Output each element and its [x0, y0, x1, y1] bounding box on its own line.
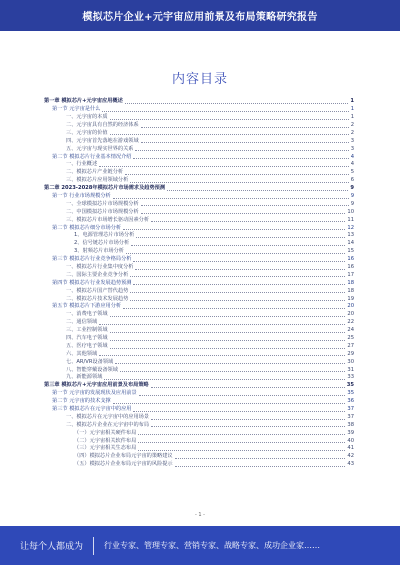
toc-leader-dots [102, 111, 348, 112]
toc-entry[interactable] [44, 318, 354, 326]
toc-entry-page: 4 [350, 153, 354, 160]
toc-entry-page: 18 [347, 279, 354, 286]
toc-entry-page: 38 [347, 421, 354, 428]
toc-leader-dots [125, 174, 349, 175]
toc-entry-label: 第一节 行业市场规模分析 [52, 192, 111, 199]
toc-entry-label: （四）模拟芯片企业布局元宇宙的策略建议 [74, 453, 173, 460]
toc-entry[interactable] [44, 294, 354, 302]
toc-leader-dots [123, 308, 345, 309]
toc-entry-label: 第三节 模拟芯片行业竞争格局分析 [52, 256, 132, 263]
toc-entry-page: 9 [350, 192, 354, 199]
toc-leader-dots [123, 229, 345, 230]
toc-entry-page: 42 [347, 453, 354, 460]
toc-entry-label: 3、射频芯片市场分析 [74, 248, 124, 255]
toc-leader-dots [120, 371, 346, 372]
toc-entry-page: 24 [347, 327, 354, 334]
toc-entry-page: 35 [346, 382, 354, 389]
toc-leader-dots [110, 332, 346, 333]
toc-leader-dots [110, 134, 349, 135]
toc-leader-dots [141, 205, 349, 206]
toc-entry[interactable] [44, 302, 354, 310]
toc-leader-dots [141, 127, 349, 128]
toc-leader-dots [151, 426, 345, 427]
toc-entry-label: 二、国际主要企业竞争分析 [66, 271, 129, 278]
toc-entry[interactable] [44, 144, 354, 152]
toc-entry[interactable] [44, 152, 354, 160]
toc-entry-page: 12 [347, 224, 354, 231]
toc-leader-dots [175, 458, 346, 459]
toc-entry-page: 25 [347, 335, 354, 342]
toc-entry[interactable] [44, 436, 354, 444]
toc-entry-label: 二、元宇宙具有自然的经济体系 [66, 121, 139, 128]
toc-entry-page: 18 [347, 287, 354, 294]
toc-entry-page: 40 [347, 437, 354, 444]
toc-entry-label: 第四节 模拟芯片行业发展趋势预测 [52, 279, 132, 286]
toc-leader-dots [136, 237, 345, 238]
toc-entry[interactable] [44, 215, 354, 223]
toc-entry-page: 15 [347, 248, 354, 255]
report-header [0, 0, 400, 31]
toc-entry-page: 10 [347, 208, 354, 215]
toc-leader-dots [131, 245, 345, 246]
toc-entry[interactable] [44, 421, 354, 429]
toc-entry-page: 9 [350, 200, 354, 207]
toc-entry-page: 20 [347, 311, 354, 318]
toc-entry[interactable] [44, 334, 354, 342]
toc-entry-label: 一、元宇宙的本质 [66, 114, 108, 121]
toc-entry[interactable] [44, 428, 354, 436]
toc-leader-dots [99, 324, 345, 325]
toc-title: 内容目录 [171, 72, 228, 87]
toc-leader-dots [110, 340, 346, 341]
toc-entry-page: 1 [350, 114, 354, 121]
footer-tags: 行业专家、管理专家、营销专家、战略专家、成功企业家…… [104, 541, 321, 550]
toc-entry[interactable] [44, 413, 354, 421]
toc-entry-label: 第一节 元宇宙的发展现状及应用前景 [52, 390, 137, 397]
toc-entry-label: 一、模拟芯片国产替代趋势 [66, 287, 129, 294]
toc-entry[interactable] [44, 397, 354, 405]
toc-leader-dots [138, 450, 345, 451]
toc-leader-dots [141, 142, 349, 143]
toc-entry[interactable] [44, 444, 354, 452]
toc-entry-page: 41 [347, 445, 354, 452]
toc-entry-page: 14 [347, 240, 354, 247]
toc-entry[interactable] [44, 460, 354, 468]
toc-entry[interactable] [44, 136, 354, 144]
toc-entry-page: 4 [350, 161, 354, 168]
toc-entry-label: 四、元宇宙首先落地在游戏领域 [66, 137, 139, 144]
toc-entry-page: 29 [347, 350, 354, 357]
toc-entry-page: 11 [347, 216, 354, 223]
toc-entry[interactable] [44, 310, 354, 318]
toc-entry-page: 3 [350, 137, 354, 144]
toc-entry[interactable] [44, 239, 354, 247]
toc-entry[interactable] [44, 271, 354, 279]
toc-leader-dots [138, 434, 345, 435]
toc-leader-dots [167, 190, 348, 191]
toc-entry-label: 第三节 模拟芯片在元宇宙中的应用 [52, 406, 132, 413]
toc-entry-label: 五、医疗电子领域 [66, 342, 108, 349]
toc-leader-dots [126, 253, 345, 254]
toc-entry[interactable] [44, 207, 354, 215]
toc-entry[interactable] [44, 105, 354, 113]
toc-entry[interactable] [44, 231, 354, 239]
toc-entry[interactable] [44, 247, 354, 255]
toc-entry-label: （五）模拟芯片企业布局元宇宙的风险提示 [74, 461, 173, 468]
toc-entry-page: 1 [350, 106, 354, 113]
toc-entry-label: 一、消费电子领域 [66, 311, 108, 318]
toc-leader-dots [115, 363, 345, 364]
toc-entry-label: 第一章 模拟芯片+元宇宙应用概述 [44, 98, 123, 105]
toc-entry[interactable] [44, 160, 354, 168]
toc-entry-label: 第二节 元宇宙的技术支撑 [52, 398, 111, 405]
toc-entry-label: 九、新能源领域 [66, 374, 103, 381]
toc-leader-dots [125, 103, 349, 104]
toc-entry-page: 9 [350, 185, 354, 192]
toc-entry[interactable] [44, 286, 354, 294]
toc-entry[interactable] [44, 357, 354, 365]
toc-entry-page: 13 [347, 232, 354, 239]
toc-entry[interactable] [44, 381, 354, 389]
toc-leader-dots [133, 284, 345, 285]
toc-leader-dots [141, 213, 346, 214]
toc-entry-label: 一、模拟芯片在元宇宙中的应用场景 [66, 413, 150, 420]
footer-banner [0, 526, 400, 565]
toc-entry-label: （二）元宇宙相关软件布局 [74, 437, 137, 444]
toc-entry-label: 三、工业控制领域 [66, 327, 108, 334]
toc-entry[interactable] [44, 278, 354, 286]
toc-entry-label: 第二节 模拟芯片细分市场分析 [52, 224, 122, 231]
toc-entry[interactable] [44, 263, 354, 271]
toc-entry-page: 22 [347, 319, 354, 326]
toc-entry-page: 36 [347, 398, 354, 405]
toc-entry[interactable] [44, 97, 354, 105]
toc-entry-page: 27 [347, 342, 354, 349]
toc-leader-dots [175, 466, 346, 467]
toc-entry[interactable] [44, 342, 354, 350]
toc-entry-label: 一、全球模拟芯片市场规模分析 [66, 200, 139, 207]
toc-leader-dots [133, 411, 345, 412]
toc-entry-page: 35 [347, 390, 354, 397]
toc-entry-label: 三、元宇宙的价值 [66, 129, 108, 136]
toc-entry[interactable] [44, 452, 354, 460]
toc-entry-page: 31 [347, 366, 354, 373]
toc-entry-label: 三、模拟芯片市场增长驱动因素分析 [66, 216, 150, 223]
toc-entry-label: 二、中国模拟芯片市场规模分析 [66, 208, 139, 215]
toc-entry-label: 二、模拟芯片技术发展趋势 [66, 295, 129, 302]
toc-entry-label: 四、汽车电子领域 [66, 335, 108, 342]
toc-entry-label: 一、行业概述 [66, 161, 98, 168]
toc-entry[interactable] [44, 389, 354, 397]
toc-entry-page: 37 [347, 413, 354, 420]
toc-entry[interactable] [44, 373, 354, 381]
toc-entry-label: 二、模拟芯片企业在元宇宙中的布局 [66, 421, 150, 428]
toc-entry-label: 七、AR/VR设备领域 [66, 358, 114, 365]
toc-entry[interactable] [44, 176, 354, 184]
toc-entry[interactable] [44, 113, 354, 121]
toc-leader-dots [99, 355, 345, 356]
toc-entry[interactable] [44, 129, 354, 137]
toc-entry-page: 17 [347, 271, 354, 278]
toc-entry-label: 第三章 模拟芯片+元宇宙应用前景及布局策略 [44, 382, 149, 389]
toc-entry[interactable] [44, 255, 354, 263]
toc-entry-page: 43 [347, 461, 354, 468]
toc-leader-dots [113, 403, 346, 404]
toc-entry-label: 一、模拟芯片行业集中度分析 [66, 264, 134, 270]
toc-leader-dots [99, 166, 349, 167]
toc-leader-dots [139, 395, 346, 396]
toc-leader-dots [133, 158, 348, 159]
toc-entry-page: 2 [350, 129, 354, 136]
toc-entry-page: 16 [347, 256, 354, 263]
toc-leader-dots [151, 419, 345, 420]
report-title: 模拟芯片企业+元宇宙应用前景及布局策略研究报告 [82, 12, 318, 23]
footer-divider [93, 537, 94, 555]
toc-entry-label: （三）元宇宙相关生态布局 [74, 445, 137, 452]
toc-entry-label: 2、信号链芯片市场分析 [74, 240, 130, 247]
toc-leader-dots [113, 198, 349, 199]
toc-entry[interactable] [44, 223, 354, 231]
toc-leader-dots [138, 442, 345, 443]
toc-entry-label: 第五节 模拟芯片下游应用分析 [52, 303, 122, 310]
toc-entry[interactable] [44, 200, 354, 208]
toc-entry-page: 19 [347, 295, 354, 302]
toc-leader-dots [151, 221, 345, 222]
toc-entry-page: 6 [350, 177, 354, 184]
toc-entry-label: 1、电源管理芯片市场分析 [74, 232, 135, 239]
toc-leader-dots [130, 276, 345, 277]
toc-entry-page: 37 [347, 406, 354, 413]
toc-entry-label: 二、通信领域 [66, 319, 98, 326]
toc-entry-page: 2 [350, 121, 354, 128]
toc-entry-page: 30 [347, 358, 354, 365]
toc-entry[interactable] [44, 168, 354, 176]
toc-entry-label: 八、智能穿戴设备领域 [66, 366, 118, 373]
toc-entry-page: 33 [347, 374, 354, 381]
toc-entry[interactable] [44, 192, 354, 200]
toc-entry[interactable] [44, 121, 354, 129]
toc-entry-page: 5 [350, 169, 354, 176]
toc-entry-label: 二、模拟芯片产业链分析 [66, 169, 124, 176]
toc-entry-label: 第一节 元宇宙是什么 [52, 106, 101, 113]
toc-leader-dots [135, 269, 345, 270]
toc-entry-label: 第二节 模拟芯片行业基本情况介绍 [52, 153, 132, 160]
toc-entry[interactable] [44, 184, 354, 192]
toc-entry-label: 第二章 2023-2028年模拟芯片市场需求及趋势预测 [44, 185, 166, 192]
toc-entry-label: 六、其他领域 [66, 350, 98, 357]
toc-leader-dots [133, 261, 345, 262]
toc-entry-label: 三、模拟芯片应用领域分析 [66, 177, 129, 184]
table-of-contents [44, 97, 354, 468]
toc-leader-dots [104, 379, 345, 380]
toc-entry-page: 3 [350, 145, 354, 152]
toc-entry[interactable] [44, 326, 354, 334]
toc-leader-dots [110, 348, 346, 349]
toc-leader-dots [151, 387, 345, 388]
footer-slogan: 让每个人都成为 [20, 542, 84, 552]
toc-entry-page: 39 [347, 429, 354, 436]
toc-entry-label: （一）元宇宙相关硬件布局 [74, 429, 137, 436]
toc-entry[interactable] [44, 350, 354, 358]
toc-leader-dots [130, 292, 345, 293]
toc-leader-dots [110, 316, 346, 317]
toc-leader-dots [135, 150, 348, 151]
toc-entry[interactable] [44, 405, 354, 413]
page-number: - 1 - [195, 512, 205, 518]
toc-entry[interactable] [44, 365, 354, 373]
toc-entry-label: 五、元宇宙与现实世界的关系 [66, 145, 134, 152]
toc-leader-dots [130, 300, 345, 301]
toc-entry-page: 20 [347, 303, 354, 310]
toc-entry-page: 1 [350, 98, 354, 105]
toc-leader-dots [130, 182, 348, 183]
toc-leader-dots [110, 119, 349, 120]
toc-entry-page: 16 [347, 264, 354, 270]
